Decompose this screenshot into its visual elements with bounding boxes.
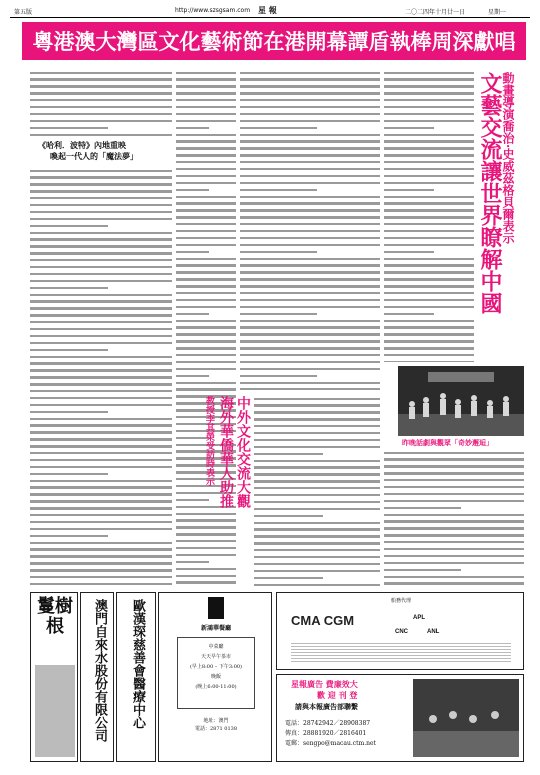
ad-4-phone: 電話：2871 0138 — [194, 726, 238, 732]
photo-caption: 昨晚話劇與觀眾「奇妙邂逅」 — [402, 438, 493, 447]
ad-1 — [30, 592, 78, 762]
ad-6-title-1: 星報廣告 費廉效大 — [291, 679, 358, 689]
ad-3 — [116, 592, 156, 762]
article-column-3b — [254, 396, 380, 588]
ad-6-email: 電郵：sengpo@macau.ctm.net — [285, 740, 376, 747]
ad-4-menu-box — [177, 637, 255, 709]
middle-feature-title-2: 中外文化交流大觀 — [235, 396, 251, 508]
paper-name: 星 報 — [258, 6, 277, 15]
ad-6-title-2: 歡 迎 刊 登 — [317, 690, 358, 700]
ad-4-footer — [159, 717, 272, 733]
issue-date: 二〇二四年十月廿一日 — [405, 9, 466, 16]
ad-6-photo-image — [413, 679, 519, 757]
ad-4-line-4: 晚飯 — [210, 674, 221, 680]
article-column-5 — [384, 450, 524, 588]
headline: 粵港澳大灣區文化藝術節在港開幕譚盾執棒周深獻唱 — [32, 30, 516, 54]
ad-2-text: 澳門自來水股份有限公司 — [92, 599, 107, 742]
ad-4 — [158, 592, 272, 762]
sub-heading-line-2: 喚起一代人的「魔法夢」 — [50, 152, 138, 161]
ad-4-line-3: (早上8:00 – 下午3:00) — [189, 664, 243, 670]
stage-photo — [398, 366, 524, 436]
ad-5-brand: CMA CGM — [291, 613, 355, 628]
ad-1-title: 鬘樹根 — [37, 596, 73, 637]
ad-5-partner-2: CNC — [395, 629, 408, 635]
page-number: 第五版 — [14, 9, 33, 16]
ad-4-line-5: (晚上6:00-11:00) — [195, 684, 237, 690]
ad-4-line-2: 天天早午茶市 — [200, 654, 231, 660]
ad-1-image — [35, 665, 75, 757]
ad-6-title-3: 請與本報廣告部聯繫 — [295, 702, 358, 711]
page-header — [10, 4, 530, 18]
ad-4-title: 新鴻華餐廳 — [200, 625, 231, 632]
article-column-1b — [30, 168, 172, 588]
article-column-1a — [30, 70, 172, 136]
ad-4-logo — [208, 597, 224, 619]
ad-2 — [80, 592, 114, 762]
ad-4-line-1: 中菜廳 — [208, 644, 224, 650]
issue-weekday: 星期一 — [488, 9, 507, 16]
ad-3-text: 歐漢琛慈善會醫療中心 — [130, 599, 145, 729]
sub-heading-line-1: 《哈利．波特》內地重映 — [38, 141, 126, 150]
ad-4-address: 地址：澳門 — [203, 718, 229, 724]
ad-6-fax: 傳真：28881920／2816401 — [285, 730, 367, 737]
side-feature-kicker: 動畫導演喬治·史威茲格貝爾表示 — [501, 72, 515, 245]
ad-6-photo — [413, 679, 519, 757]
newspaper-page — [10, 4, 530, 771]
ad-5-partner-1: APL — [413, 615, 425, 621]
middle-feature-kicker: 教授李其榮受訪時表示 — [204, 396, 214, 486]
headline-banner — [22, 22, 526, 60]
ad-5-partner-3: ANL — [427, 629, 440, 635]
middle-feature-title-1: 海外華僑華人助推 — [218, 396, 234, 508]
sub-heading-potter — [38, 140, 178, 162]
stage-photo-image — [398, 366, 524, 436]
ad-6-tel: 電話：28742942／28908387 — [285, 720, 371, 727]
ad-5-fineprint — [291, 641, 511, 663]
article-column-4 — [384, 70, 474, 362]
ad-6-contacts — [285, 719, 376, 749]
article-column-3 — [240, 70, 380, 390]
ad-5 — [276, 592, 524, 670]
ad-5-label: 船務代理 — [390, 598, 411, 604]
ad-6 — [276, 674, 524, 762]
paper-url: http://www.szsgsam.com — [175, 7, 251, 14]
side-feature-title: 文藝交流讓世界瞭解中國 — [477, 72, 503, 314]
